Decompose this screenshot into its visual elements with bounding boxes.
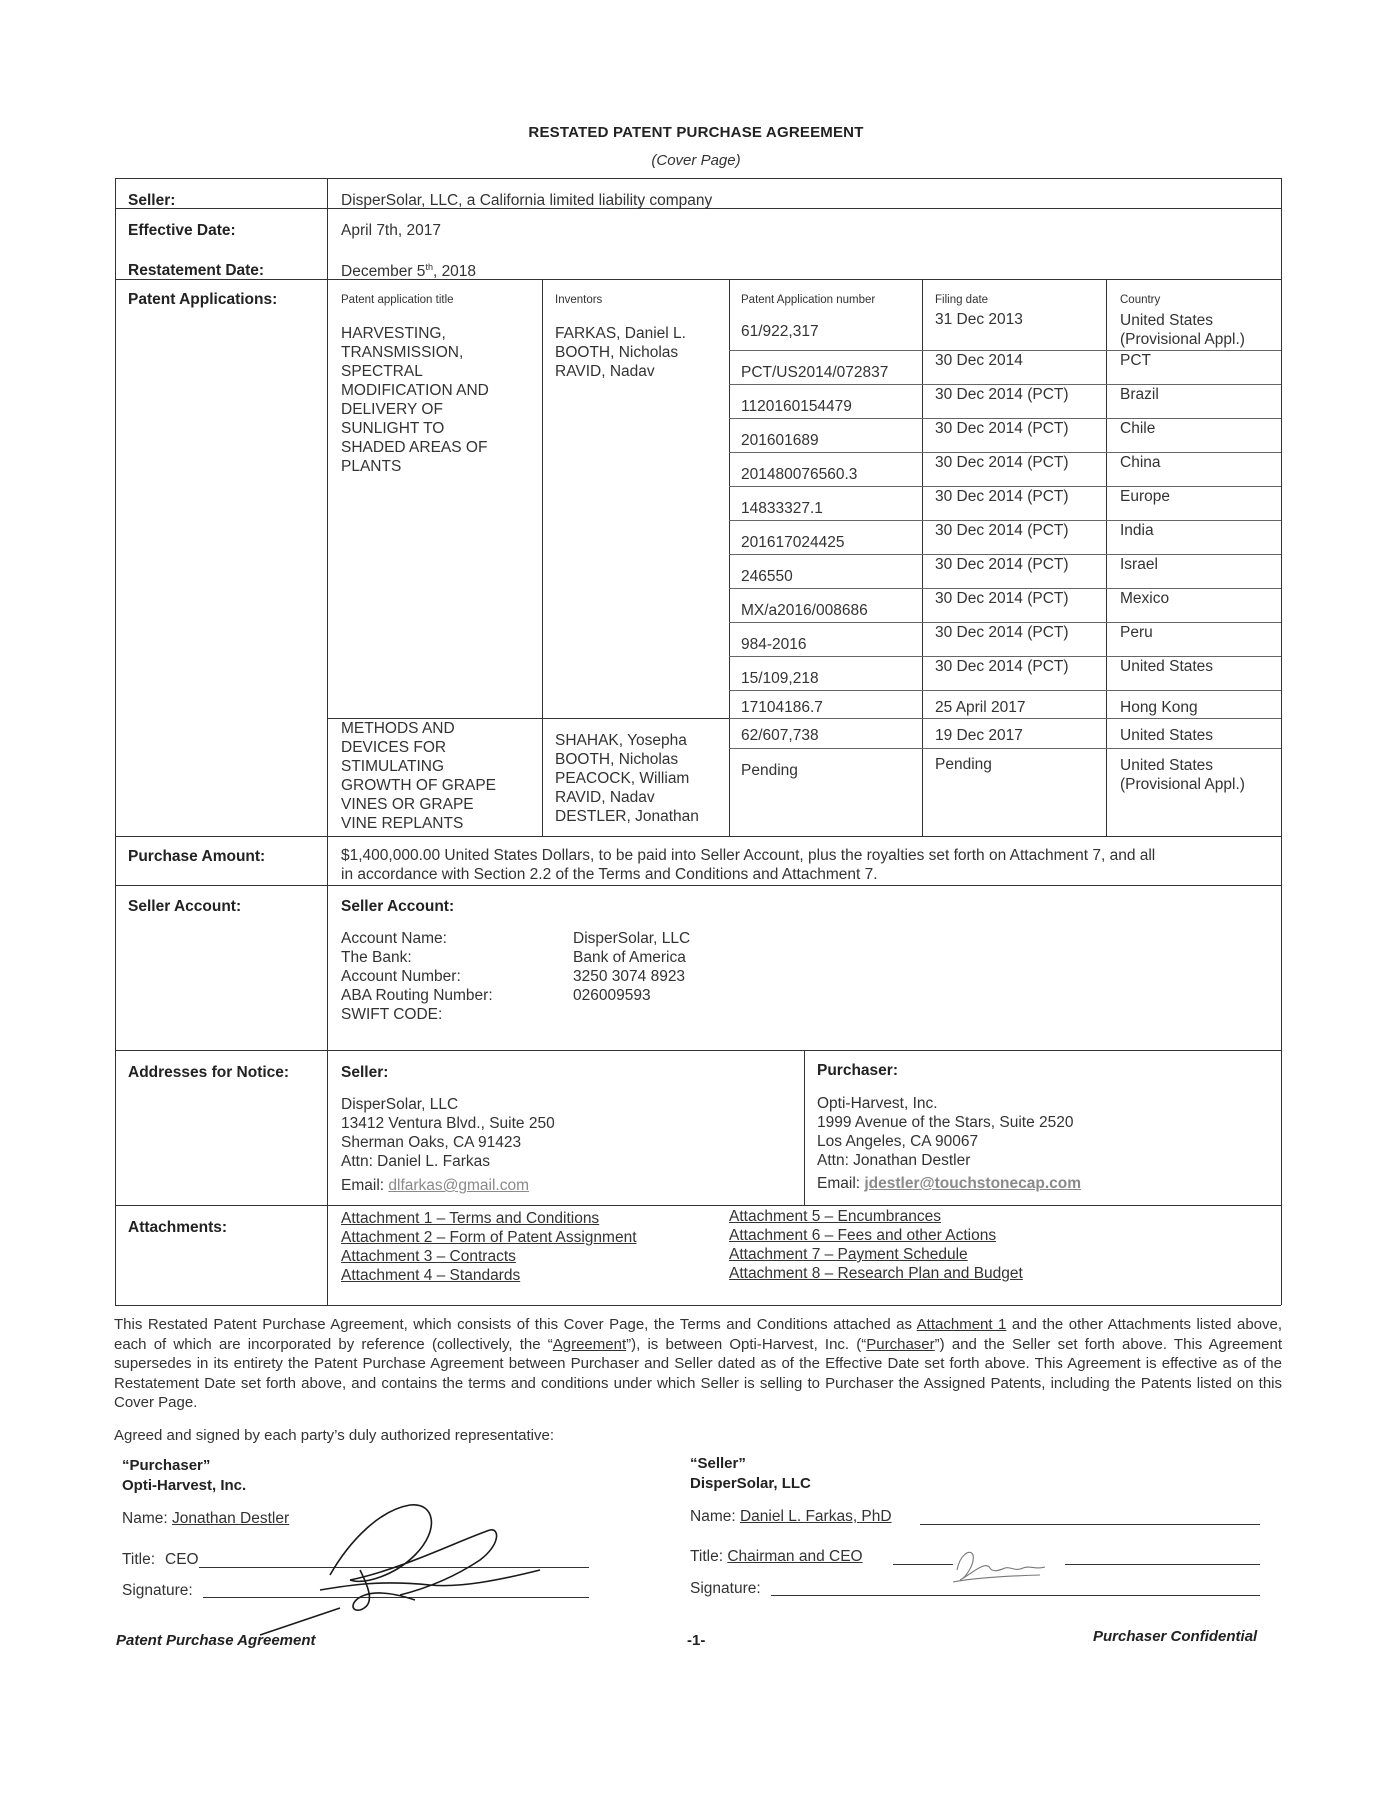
patent-number: 246550 <box>741 568 793 585</box>
seller-signature-scribble <box>945 1540 1055 1590</box>
seller-account-label: Seller Account: <box>128 898 242 915</box>
patent-number: 201480076560.3 <box>741 466 858 483</box>
purchase-amount-label: Purchase Amount: <box>128 848 266 865</box>
seller-title-line: Title: Chairman and CEO <box>690 1548 863 1565</box>
purchaser-role: “Purchaser” <box>122 1457 211 1474</box>
patent-number: MX/a2016/008686 <box>741 602 868 619</box>
purchase-amount-text: $1,400,000.00 United States Dollars, to be paid into Seller Account, plus the royalties set forth on Attachment 7, and all in accordance with Section 2.2 of the Terms and Conditions and Attachment 7. <box>341 847 1156 883</box>
filing-date: 30 Dec 2014 (PCT) <box>935 488 1069 505</box>
filing-date: 30 Dec 2014 (PCT) <box>935 522 1069 539</box>
notice-label: Addresses for Notice: <box>128 1064 290 1081</box>
agreement-paragraph: This Restated Patent Purchase Agreement, which consists of this Cover Page, the Terms and Conditions attached as Attachment 1 and the other Attachments listed above, each of which are incorporated by reference (collectively, the “Agreement”), is between Opti-Harvest, Inc. (“Purchaser”) and the Seller set forth above. This Agreement supersedes in its entirety the Patent Purchase Agreement between Purchaser and Seller dated as of the Effective Date set forth above. This Agreement is effective as of the Restatement Date set forth above, and contains the terms and conditions under which Seller is selling to Purchaser the Assigned Patents, including the Patents listed on this Cover Page. <box>114 1316 1283 1411</box>
header-inventors: Inventors <box>555 294 603 306</box>
country: Brazil <box>1120 386 1159 403</box>
filing-date: 19 Dec 2017 <box>935 727 1023 744</box>
patent-number: Pending <box>741 762 798 779</box>
account-field-labels: Account Name: The Bank: Account Number: ABA Routing Number: SWIFT CODE: <box>341 930 493 1023</box>
country: United States (Provisional Appl.) <box>1120 312 1245 348</box>
account-field-values: DisperSolar, LLC Bank of America 3250 3074 8923 026009593 <box>573 930 691 1004</box>
filing-date: 30 Dec 2014 (PCT) <box>935 556 1069 573</box>
attachment-link[interactable]: Attachment 3 – Contracts <box>341 1248 516 1265</box>
filing-date: 30 Dec 2014 <box>935 352 1023 369</box>
attachment-link[interactable]: Attachment 6 – Fees and other Actions <box>729 1227 997 1244</box>
patent-number: 17104186.7 <box>741 699 823 716</box>
patent-number: 201601689 <box>741 432 819 449</box>
attachments-label: Attachments: <box>128 1219 228 1236</box>
notice-seller-email-line: Email: dlfarkas@gmail.com <box>341 1177 530 1194</box>
notice-seller-heading: Seller: <box>341 1064 389 1081</box>
seller-role: “Seller” <box>690 1455 746 1472</box>
purchaser-title-value: CEO <box>165 1551 199 1568</box>
attachment-link[interactable]: Attachment 1 – Terms and Conditions <box>341 1210 600 1227</box>
filing-date: 30 Dec 2014 (PCT) <box>935 454 1069 471</box>
restatement-date-value: December 5th, 2018 <box>341 262 477 281</box>
patent-title-1: HARVESTING, TRANSMISSION, SPECTRAL MODIFICATION AND DELIVERY OF SUNLIGHT TO SHADED AREAS OF PLANTS <box>341 325 489 475</box>
page-number: -1- <box>687 1632 706 1649</box>
seller-account-heading: Seller Account: <box>341 898 455 915</box>
agreed-statement: Agreed and signed by each party’s duly authorized representative: <box>114 1427 555 1444</box>
patent-number: 201617024425 <box>741 534 845 551</box>
attachment-link[interactable]: Attachment 8 – Research Plan and Budget <box>729 1265 1023 1282</box>
seller-signature-label: Signature: <box>690 1580 761 1597</box>
footer-right: Purchaser Confidential <box>1093 1628 1258 1645</box>
country: Peru <box>1120 624 1153 641</box>
attachment-link[interactable]: Attachment 4 – Standards <box>341 1267 521 1284</box>
filing-date: 30 Dec 2014 (PCT) <box>935 658 1069 675</box>
seller-email-link[interactable]: dlfarkas@gmail.com <box>388 1177 530 1194</box>
purchaser-company: Opti-Harvest, Inc. <box>122 1477 247 1494</box>
country: India <box>1120 522 1154 539</box>
seller-name-line: Name: Daniel L. Farkas, PhD <box>690 1508 892 1525</box>
attachment-link[interactable]: Attachment 7 – Payment Schedule <box>729 1246 968 1263</box>
header-number: Patent Application number <box>741 294 876 306</box>
patent-inventors-1: FARKAS, Daniel L. BOOTH, Nicholas RAVID, Nadav <box>555 325 686 380</box>
seller-label: Seller: <box>128 192 176 209</box>
document-subtitle: (Cover Page) <box>651 152 741 169</box>
notice-seller-address: DisperSolar, LLC 13412 Ventura Blvd., Suite 250 Sherman Oaks, CA 91423 Attn: Daniel L. Farkas <box>341 1096 555 1170</box>
notice-purchaser-email-line: Email: jdestler@touchstonecap.com <box>817 1175 1082 1192</box>
filing-date: 30 Dec 2014 (PCT) <box>935 420 1069 437</box>
header-title: Patent application title <box>341 294 454 306</box>
seller-company: DisperSolar, LLC <box>690 1475 811 1492</box>
patent-inventors-2: SHAHAK, Yosepha BOOTH, Nicholas PEACOCK, William RAVID, Nadav DESTLER, Jonathan <box>555 732 699 825</box>
filing-date: 30 Dec 2014 (PCT) <box>935 624 1069 641</box>
patent-number: 15/109,218 <box>741 670 819 687</box>
restatement-date-label: Restatement Date: <box>128 262 265 279</box>
country: Hong Kong <box>1120 699 1198 716</box>
attachment-link[interactable]: Attachment 5 – Encumbrances <box>729 1208 941 1225</box>
country: Mexico <box>1120 590 1170 607</box>
country: Europe <box>1120 488 1170 505</box>
seller-value: DisperSolar, LLC, a California limited liability company <box>341 192 713 209</box>
notice-purchaser-address: Opti-Harvest, Inc. 1999 Avenue of the Stars, Suite 2520 Los Angeles, CA 90067 Attn: Jonathan Destler <box>817 1095 1074 1169</box>
purchaser-signature-scribble <box>200 1500 600 1640</box>
header-country: Country <box>1120 294 1161 306</box>
patent-number: 14833327.1 <box>741 500 823 517</box>
effective-date-label: Effective Date: <box>128 222 236 239</box>
purchaser-signature-label: Signature: <box>122 1582 193 1599</box>
patent-number: 62/607,738 <box>741 727 819 744</box>
footer-left: Patent Purchase Agreement <box>116 1632 316 1649</box>
patent-title-2: METHODS AND DEVICES FOR STIMULATING GROWTH OF GRAPE VINES OR GRAPE VINE REPLANTS <box>341 720 496 832</box>
filing-date: 31 Dec 2013 <box>935 311 1023 328</box>
patent-number: 61/922,317 <box>741 323 819 340</box>
attachment-link[interactable]: Attachment 2 – Form of Patent Assignment <box>341 1229 637 1246</box>
country: China <box>1120 454 1161 471</box>
patent-number: 984-2016 <box>741 636 807 653</box>
filing-date: 30 Dec 2014 (PCT) <box>935 590 1069 607</box>
country: United States (Provisional Appl.) <box>1120 757 1245 793</box>
purchaser-name-line: Name: Jonathan Destler <box>122 1510 290 1527</box>
country: United States <box>1120 658 1214 675</box>
purchaser-title-label: Title: <box>122 1551 156 1568</box>
effective-date-value: April 7th, 2017 <box>341 222 441 239</box>
country: United States <box>1120 727 1214 744</box>
patent-applications-label: Patent Applications: <box>128 291 278 308</box>
country: PCT <box>1120 352 1151 369</box>
country: Israel <box>1120 556 1158 573</box>
notice-purchaser-heading: Purchaser: <box>817 1062 898 1079</box>
header-filing-date: Filing date <box>935 294 989 306</box>
patent-number: 1120160154479 <box>741 398 852 415</box>
document-title: RESTATED PATENT PURCHASE AGREEMENT <box>528 124 864 141</box>
filing-date: Pending <box>935 756 992 773</box>
country: Chile <box>1120 420 1156 437</box>
filing-date: 30 Dec 2014 (PCT) <box>935 386 1069 403</box>
patent-number: PCT/US2014/072837 <box>741 364 889 381</box>
purchaser-email-link[interactable]: jdestler@touchstonecap.com <box>864 1175 1082 1192</box>
filing-date: 25 April 2017 <box>935 699 1026 716</box>
